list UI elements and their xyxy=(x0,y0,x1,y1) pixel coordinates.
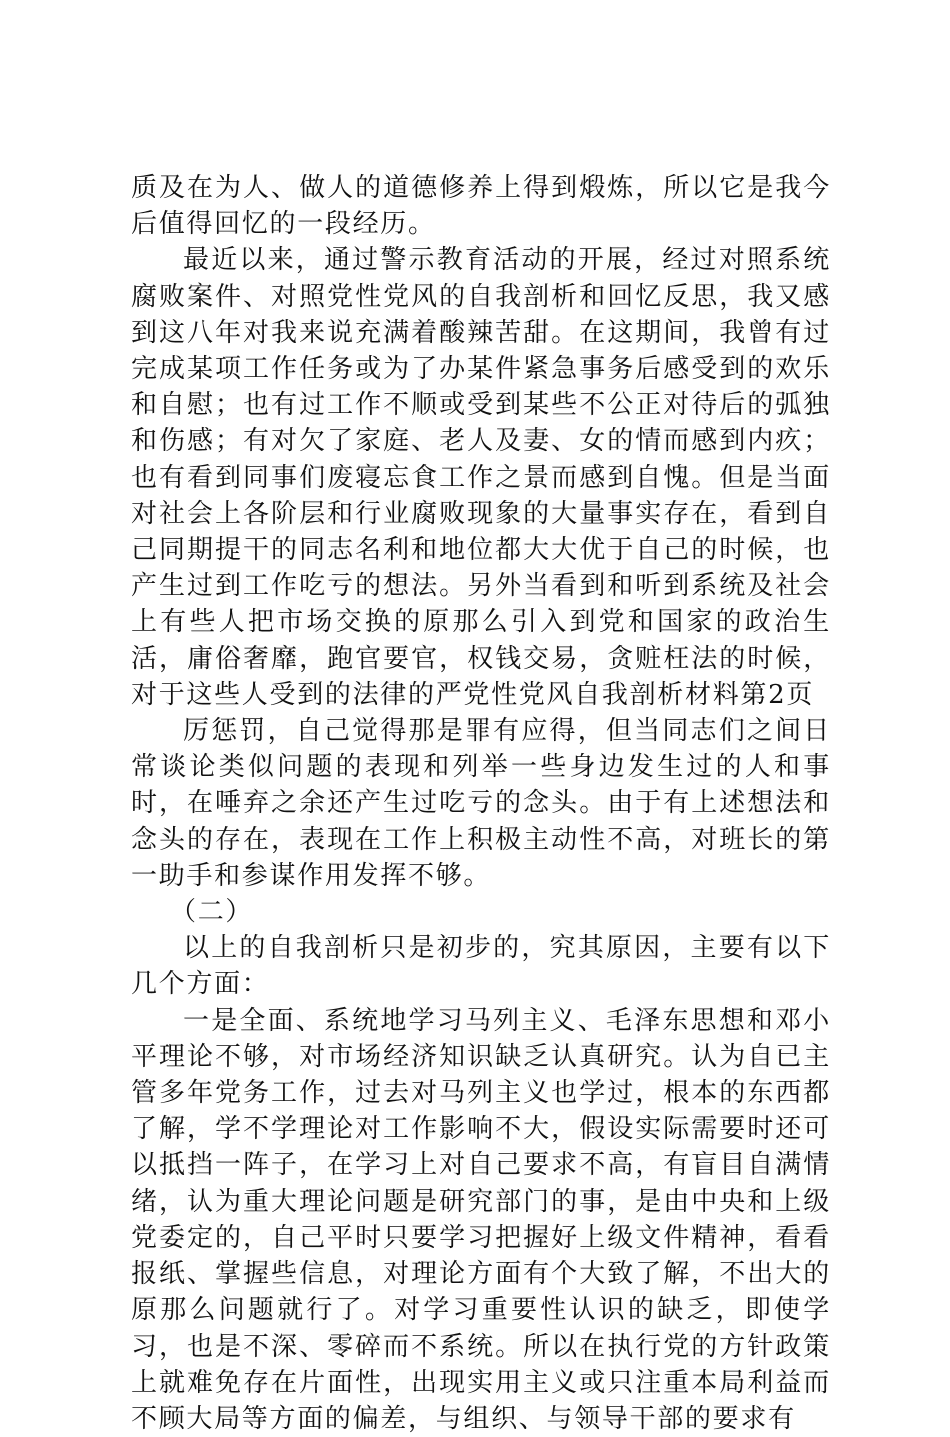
section-heading: （二） xyxy=(170,897,254,928)
paragraph-continuation: 质及在为人、做人的道德修养上得到煅炼，所以它是我今后值得回忆的一段经历。 xyxy=(131,173,831,240)
paragraph-punishment: 厉惩罚，自己觉得那是罪有应得，但当同志们之间日常谈论类似问题的表现和列举一些身边发生过的人和事时，在唾弃之余还产生过吃亏的念头。由于有上述想法和念头的存在，表现在工作上积极主动性不高，对班长的第一助手和参谋作用发挥不够。 xyxy=(131,716,831,891)
paragraph-reflection: 最近以来，通过警示教育活动的开展，经过对照系统腐败案件、对照党性党风的自我剖析和回忆反思，我又感到这八年对我来说充满着酸辣苦甜。在这期间，我曾有过完成某项工作任务或为了办某件紧急事务后感受到的欢乐和自慰；也有过工作不顺或受到某些不公正对待后的弧独和伤感；有对欠了家庭、老人及妻、女的情而感到内疚；也有看到同事们废寝忘食工作之景而感到自愧。但是当面对社会上各阶层和行业腐败现象的大量事实存在，看到自己同期提干的同志名利和地位都大大优于自己的时候，也产生过到工作吃亏的想法。另外当看到和听到系统及社会上有些人把市场交换的原那么引入到党和国家的政治生活，庸俗奢靡，跑官要官，权钱交易，贪赃枉法的时候，对于这些人受到的法律的严党性党风自我剖析材料第2页 xyxy=(131,245,831,710)
paragraph-cause-one: 一是全面、系统地学习马列主义、毛泽东思想和邓小平理论不够，对市场经济知识缺乏认真研究。认为自已主管多年党务工作，过去对马列主义也学过，根本的东西都了解，学不学理论对工作影响不大，假设实际需要时还可以抵挡一阵子，在学习上对自己要求不高，有盲目自满情绪，认为重大理论问题是研究部门的事，是由中央和上级党委定的，自己平时只要学习把握好上级文件精神，看看报纸、掌握些信息，对理论方面有个大致了解，不出大的原那么问题就行了。对学习重要性认识的缺乏，即使学习，也是不深、零碎而不系统。所以在执行党的方针政策上就难免存在片面性，出现实用主义或只注重本局利益而不顾大局等方面的偏差，与组织、与领导干部的要求有 xyxy=(131,1005,831,1434)
paragraph-causes-intro: 以上的自我剖析只是初步的，究其原因，主要有以下几个方面： xyxy=(131,933,831,1000)
document-body xyxy=(131,170,831,1437)
